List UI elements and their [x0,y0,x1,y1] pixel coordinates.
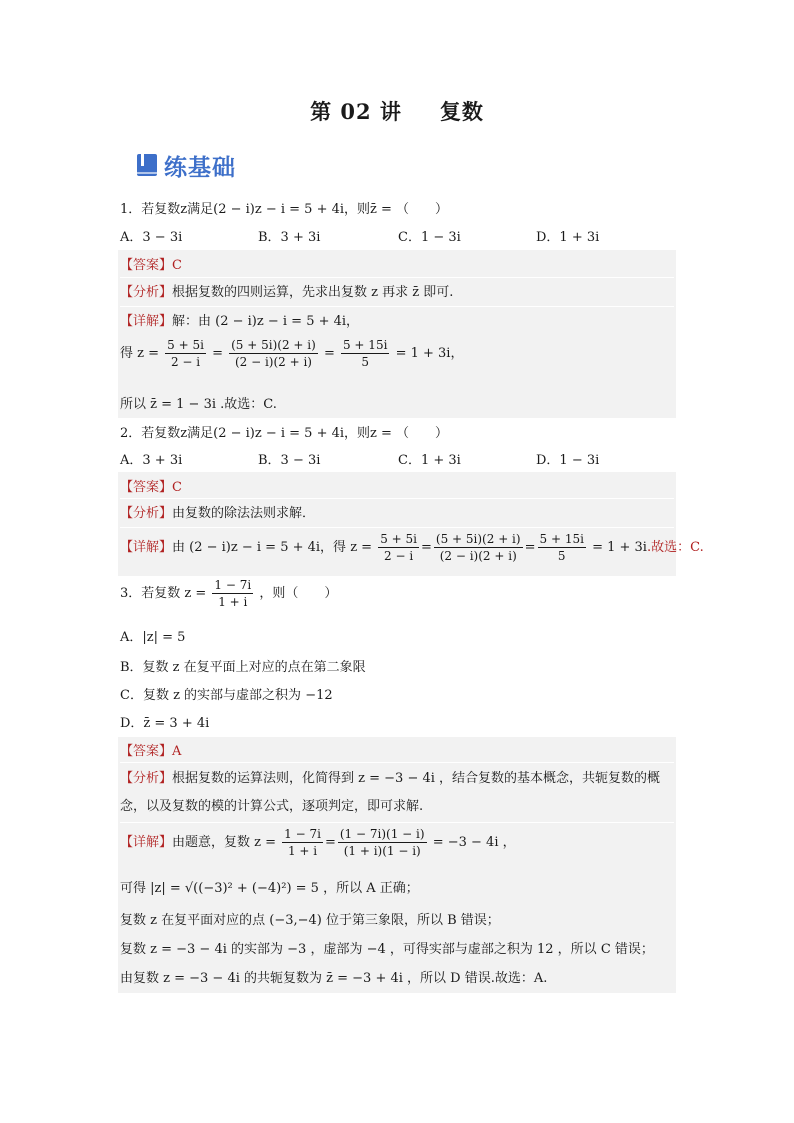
formula-prefix: 得 z = [120,346,160,361]
q3-detail-line-d: 由复数 z = −3 − 4i 的共轭复数为 z̄ = −3 + 4i ，所以 D 错误.故选：A. [120,971,548,986]
section-title: 练基础 [164,154,236,181]
denominator: 1 + i [287,844,318,858]
formula-result: = −3 − 4i ， [432,835,516,850]
numerator: 5 + 5i [167,338,204,352]
fraction [165,338,206,369]
q2-detail: 【详解】由 (2 − i)z − i = 5 + 4i，得 z = $\frac{5 + 5i}{2 - i}$ = $\frac{(5 + 5i)(2 + i)}{(2 - i)(2 + i)}$ = $\frac{5 + 15i}{5}$ = 1 + 3i.故选：C. [120,527,674,563]
q3-detail-line-c: 复数 z = −3 − 4i 的实部为 −3 ，虚部为 −4 ，可得实部与虚部之积为 12 ，所以 C 错误； [120,942,654,957]
final-choice: .故选：C. [646,540,704,555]
stem-prefix: 3．若复数 z = [120,586,207,601]
detail-text: 解：由 (2 − i)z − i = 5 + 4i， [172,314,360,329]
analysis-text: 由复数的除法法则求解． [172,506,316,521]
detail-text: 由 (2 − i)z − i = 5 + 4i，得 z = [172,540,373,555]
detail-label: 【详解】 [120,314,173,329]
q2-answer [120,476,182,495]
denominator: (1 + i)(1 − i) [343,844,421,858]
denominator: 2 − i [384,549,414,563]
lecture-topic: 复数 [439,99,484,124]
q3-detail-line-a: 可得 |z| = √((−3)² + (−4)²) = 5 ，所以 A 正确； [120,881,419,896]
q1-option-d: D．1 + 3i [536,230,600,245]
lecture-number: 第 02 讲 [310,99,402,124]
answer-label: 【答案】 [120,258,173,273]
numerator: 5 + 5i [380,532,417,546]
q1-detail-line3: 所以 z̄ = 1 − 3i .故选：C. [120,397,277,412]
answer-value: C [172,480,182,495]
denominator: (2 − i)(2 + i) [439,549,517,563]
q1-stem: 1．若复数z满足(2 − i)z − i = 5 + 4i，则z̄ = （ ） [120,202,449,217]
q3-analysis-line2: 念，以及复数的模的计算公式，逐项判定，即可求解. [120,799,424,814]
numerator: 1 − 7i [214,578,252,592]
analysis-text: 根据复数的四则运算，先求出复数 z 再求 z̄ 即可. [172,285,454,300]
fraction [282,827,323,858]
fraction [341,338,389,369]
q3-option-c: C．复数 z 的实部与虚部之积为 −12 [120,688,333,703]
answer-label: 【答案】 [120,744,173,759]
numerator: 5 + 15i [342,338,388,352]
formula-result: = 1 + 3i， [395,346,464,361]
analysis-text: 根据复数的运算法则，化简得到 z = −3 − 4i ，结合复数的基本概念，共轭复数的概 [172,771,661,786]
q1-option-a: A．3 − 3i [120,230,183,245]
analysis-label: 【分析】 [120,285,173,300]
answer-value: A [172,744,182,759]
q1-analysis [120,277,674,300]
q2-option-d: D．1 − 3i [536,453,600,468]
detail-label: 【详解】 [120,540,173,555]
numerator: 5 + 15i [539,532,584,546]
q2-solution-box [118,472,704,576]
analysis-label: 【分析】 [120,771,173,786]
q3-option-d: D．z̄ = 3 + 4i [120,716,210,731]
q1-solution-box [118,250,676,418]
denominator: 5 [361,355,370,369]
q3-option-b: B．复数 z 在复平面上对应的点在第二象限 [120,660,366,675]
q2-option-a: A．3 + 3i [120,453,183,468]
q2-option-c: C．1 + 3i [398,453,461,468]
denominator: 2 − i [170,355,201,369]
q1-answer [120,254,182,273]
section-header [136,148,236,182]
q3-analysis-line1 [120,762,674,786]
q3-detail: 【详解】由题意，复数 z = $\frac{1 - 7i}{1 + i}$ = $\frac{(1 - 7i)(1 - i)}{(1 + i)(1 - i)}$ = −3 − 4i ， [120,822,674,858]
fraction [212,578,253,609]
numerator: (1 − 7i)(1 − i) [339,827,425,841]
q3-option-a: A．|z| = 5 [120,630,186,645]
page-title [0,96,794,126]
q3-detail-line-b: 复数 z 在复平面对应的点 (−3,−4) 位于第三象限，所以 B 错误； [120,913,500,928]
book-icon [136,153,158,177]
detail-text: 由题意，复数 z = [172,835,277,850]
fraction [338,827,427,858]
fraction [229,338,318,369]
analysis-label: 【分析】 [120,506,173,521]
q3-solution-box [118,737,676,993]
detail-label: 【详解】 [120,835,173,850]
numerator: 1 − 7i [284,827,321,841]
denominator: 5 [557,549,566,563]
numerator: (5 + 5i)(2 + i) [435,532,521,546]
q1-option-b: B．3 + 3i [258,230,321,245]
q2-analysis [120,498,674,521]
numerator: (5 + 5i)(2 + i) [231,338,316,352]
q2-stem: 2．若复数z满足(2 − i)z − i = 5 + 4i，则z = （ ） [120,426,449,441]
q2-option-b: B．3 − 3i [258,453,321,468]
q3-stem [120,578,337,609]
q1-detail-line1 [120,306,674,329]
q1-detail-line2: 得 z = $\frac{5 + 5i}{2 - i}$ = $\frac{(5 + 5i)(2 + i)}{(2 - i)(2 + i)}$ = $\frac{5 + 15i}{5}$ = 1 + 3i， [120,338,464,369]
q3-answer [120,740,181,759]
answer-label: 【答案】 [120,480,173,495]
denominator: (2 − i)(2 + i) [234,355,312,369]
fraction [378,532,419,563]
q1-option-c: C．1 − 3i [398,230,461,245]
formula-result: = 1 + 3i [592,540,647,555]
stem-suffix: ，则（ ） [259,586,338,601]
denominator: 1 + i [218,595,248,609]
fraction [434,532,523,563]
answer-value: C [172,258,182,273]
fraction [538,532,586,563]
